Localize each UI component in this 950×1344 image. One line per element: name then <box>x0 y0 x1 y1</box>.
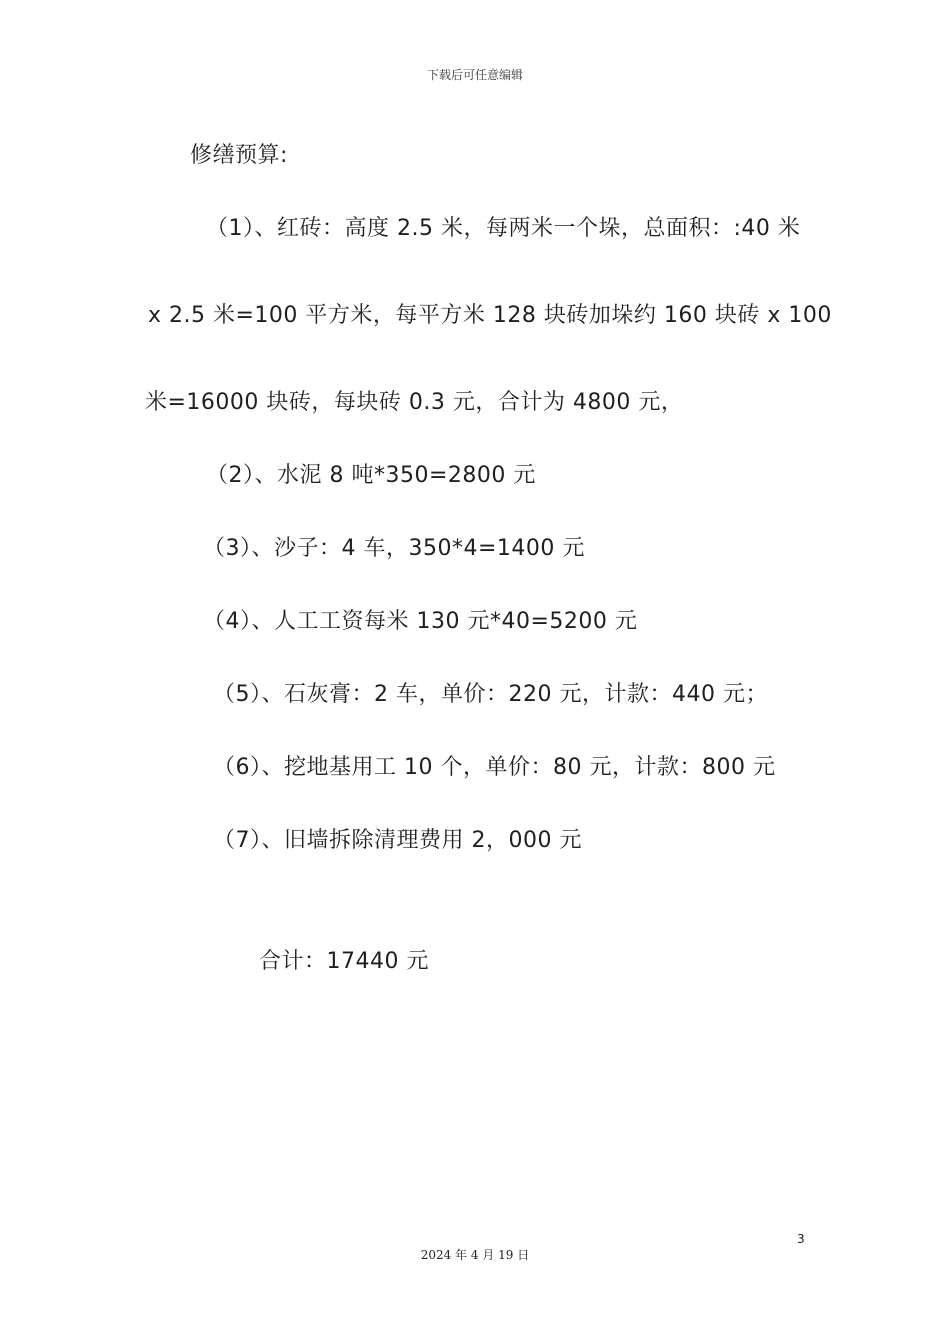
budget-line-3: （3）、沙子：4 车，350*4=1400 元 <box>203 536 585 561</box>
budget-line-1b: x 2.5 米=100 平方米，每平方米 128 块砖加垛约 160 块砖 x 100 <box>148 303 832 328</box>
budget-line-7: （7）、旧墙拆除清理费用 2，000 元 <box>213 828 582 853</box>
budget-line-4: （4）、人工工资每米 130 元*40=5200 元 <box>203 609 638 634</box>
budget-line-5: （5）、石灰膏：2 车，单价：220 元，计款：440 元； <box>213 682 768 707</box>
budget-title: 修缮预算: <box>190 143 288 168</box>
footer-date: 2024 年 4 月 19 日 <box>420 1248 530 1262</box>
budget-line-1c: 米=16000 块砖，每块砖 0.3 元，合计为 4800 元， <box>145 390 684 415</box>
budget-line-1a: （1）、红砖：高度 2.5 米，每两米一个垛，总面积：:40 米 <box>206 216 801 241</box>
budget-line-6: （6）、挖地基用工 10 个，单价：80 元，计款：800 元 <box>213 755 776 780</box>
budget-total: 合计：17440 元 <box>259 949 429 974</box>
page-number: 3 <box>797 1232 805 1246</box>
budget-line-2: （2）、水泥 8 吨*350=2800 元 <box>206 463 536 488</box>
page-header: 下载后可任意编辑 <box>426 68 523 82</box>
